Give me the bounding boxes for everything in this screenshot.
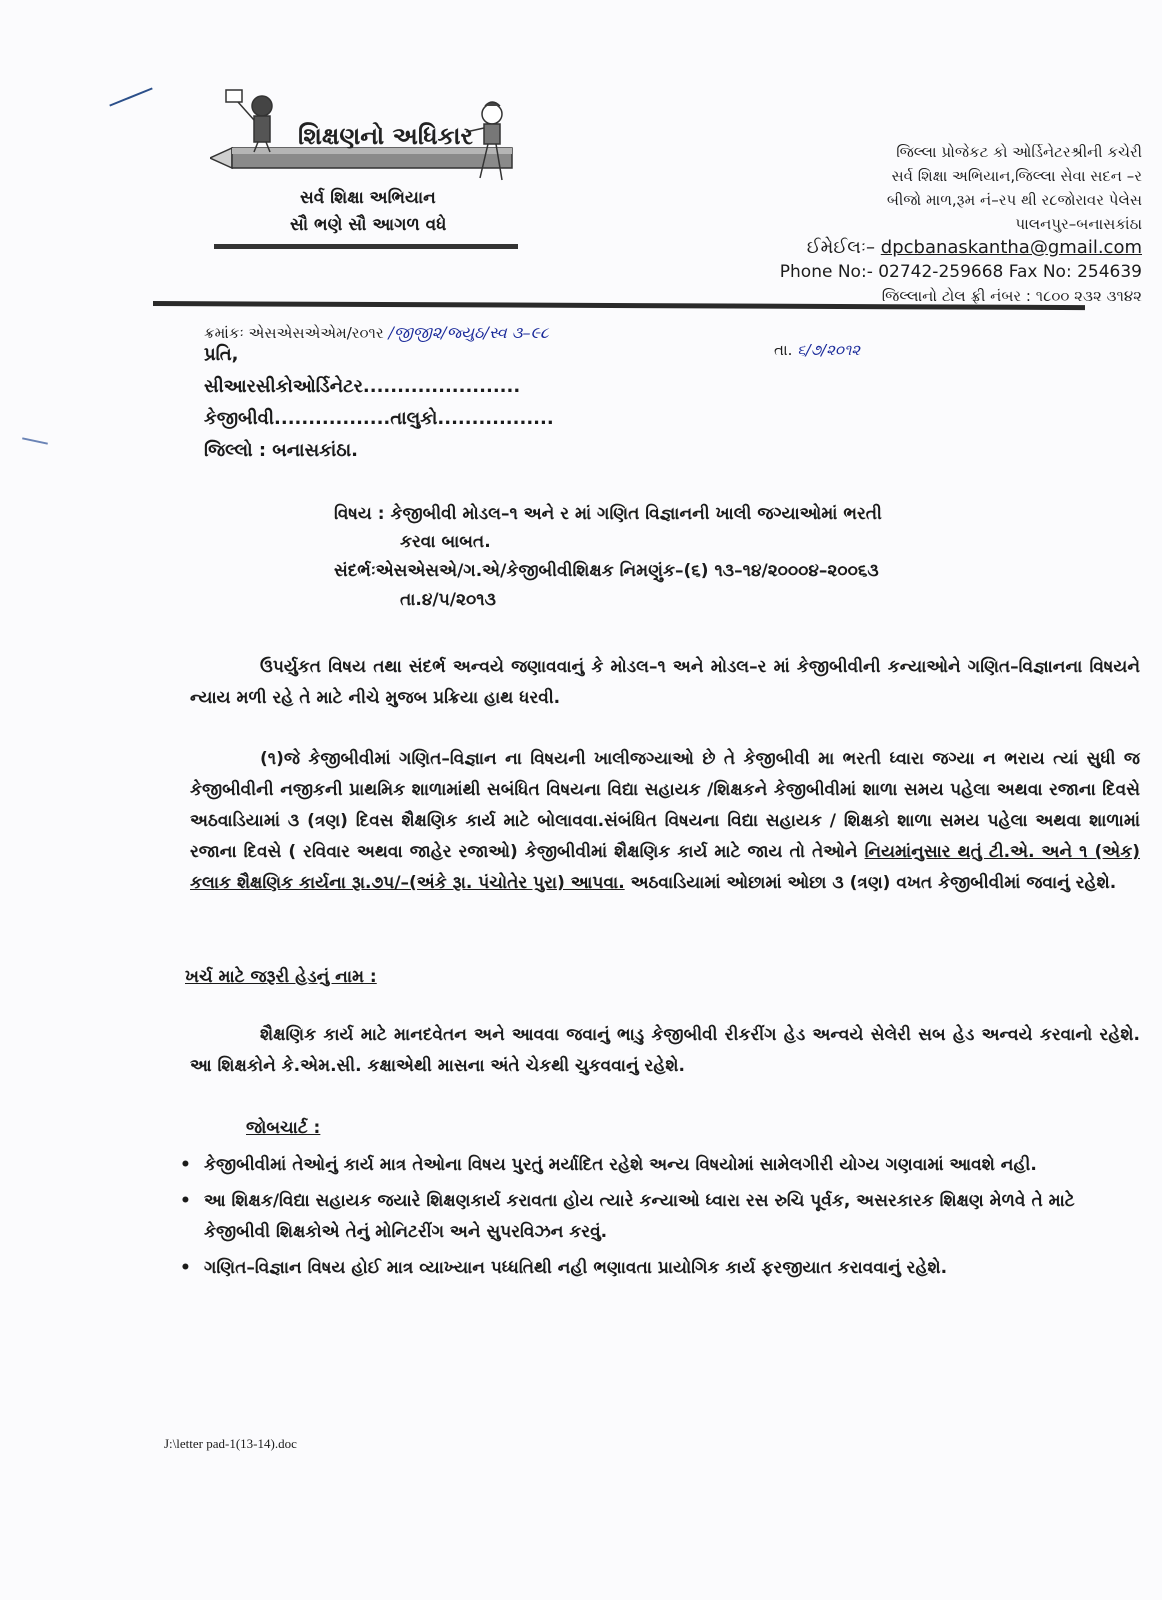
- reference-number: [204, 323, 549, 343]
- email-label: ઈમેઈલઃ–: [806, 237, 876, 258]
- office-address: [722, 140, 1142, 308]
- jobchart-heading: જોબચાર્ટ :: [246, 1118, 321, 1138]
- reference-handwritten: /જીજી૨/જ્યુઠ/સ્વ ૩–૯૮: [388, 323, 549, 342]
- logo-subtitle: સર્વ શિક્ષા અભિયાન: [300, 188, 436, 208]
- office-address-line: પાલનપુર–બનાસકાંઠા: [1015, 215, 1142, 233]
- date-handwritten: ૬/૭/૨૦૧૨: [797, 341, 861, 359]
- office-address-line: બીજો માળ,રૂમ નં–રપ થી ર૮જોરાવર પેલેસ: [886, 191, 1142, 209]
- point-one-underlined: નિયમાંનુસાર થતું ટી.એ. અને ૧ (એક) કલાક શૈક્ષણિક કાર્યના રૂા.૭પ/–(અંકે રૂા. પંચોતેર પુરા) આપવા.: [190, 842, 1140, 893]
- file-path-footer: J:\letter pad-1(13-14).doc: [164, 1436, 297, 1451]
- addressee-line: સીઆરસીકોઓર્ડિનેટર.......................: [204, 376, 521, 397]
- stray-pen-mark: [109, 87, 152, 106]
- intro-paragraph: [190, 652, 1140, 714]
- expense-heading: ખર્ચ માટે જરૂરી હેડનું નામ :: [185, 967, 377, 987]
- phone-fax: Phone No:- 02742-259668 Fax No: 254639: [779, 262, 1142, 282]
- toll-free-number: જિલ્લાનો ટોલ ફ્રી નંબર : ૧૮૦૦ ૨૩૨ ૩૧૪૨: [881, 287, 1142, 305]
- addressee-district: જિલ્લો : બનાસકાંઠા.: [204, 440, 358, 461]
- list-item: • કેજીબીવીમાં તેઓનું કાર્ય માત્ર તેઓના વિષય પુરતું મર્યાદિત રહેશે અન્ય વિષયોમાં સામેલગીરી યોગ્ય ગણવામાં આવશે નહી.: [180, 1150, 1130, 1181]
- intro-text: ઉપર્યુકત વિષય તથા સંદર્ભ અન્વયે જણાવવાનું કે મોડલ–૧ અને મોડલ–ર માં કેજીબીવીની કન્યાઓને ગણિત–વિજ્ઞાનના વિષયને ન્યાય મળી રહે તે માટે નીચે મુજબ પ્રક્રિયા હાથ ધરવી.: [190, 657, 1140, 708]
- date-label: તા.: [774, 341, 793, 359]
- office-address-line: સર્વ શિક્ષા અભિયાન,જિલ્લા સેવા સદન –ર: [891, 167, 1142, 185]
- letter-date: [774, 341, 860, 359]
- list-item: • ગણિત–વિજ્ઞાન વિષય હોઈ માત્ર વ્યાખ્યાન પધ્ધતિથી નહી ભણાવતા પ્રાયોગિક કાર્ય ફરજીયાત કરાવવાનું રહેશે.: [180, 1253, 1130, 1284]
- reference-printed: ક્રમાંકઃ એસએસએએમ/ર૦૧ર: [204, 324, 384, 342]
- point-one-paragraph: [190, 744, 1140, 899]
- reference-date: તા.૪/૫/૨૦૧૩: [400, 590, 496, 610]
- pencil-icon: [210, 148, 512, 168]
- bullet-icon: •: [180, 1191, 191, 1211]
- email-line: [722, 236, 1142, 260]
- logo-title: શિક્ષણનો અધિકાર: [298, 122, 473, 150]
- logo-slogan: સૌ ભણે સૌ આગળ વધે: [290, 215, 447, 235]
- point-one-closing: અઠવાડિયામાં ઓછામાં ઓછા ૩ (ત્રણ) વખત કેજીબીવીમાં જવાનું રહેશે.: [630, 873, 1117, 893]
- bullet-icon: •: [180, 1258, 191, 1278]
- office-address-line: જિલ્લા પ્રોજેકટ કો ઓર્ડિનેટરશ્રીની કચેરી: [896, 143, 1142, 161]
- girl-figure-icon: [226, 90, 272, 152]
- addressee-line: કેજીબીવી.................તાલુકો.................: [204, 408, 554, 429]
- stray-pen-mark: [22, 437, 48, 444]
- bullet-icon: •: [180, 1155, 191, 1175]
- expense-paragraph: [190, 1020, 1140, 1082]
- point-one-text: (૧)જે કેજીબીવીમાં ગણિત–વિજ્ઞાન ના વિષયની ખાલીજગ્યાઓ છે તે કેજીબીવી મા ભરતી ધ્વારા જગ્યા ન ભરાય ત્યાં સુધી જ કેજીબીવીની નજીકની પ્રાથમિક શાળામાંથી સબંધિત વિષયના વિદ્યા સહાયક /શિક્ષકને કેજીબીવીમાં શાળા સમય પહેલા અથવા રજાના દિવસે અઠવાડિયામાં ૩ (ત્રણ) દિવસ શૈક્ષણિક કાર્ય માટે બોલાવવા.સંબંધિત વિષયના વિદ્યા સહાયક / શિક્ષકો શાળા સમય પહેલા અથવા શાળામાં રજાના દિવસે ( રવિવાર અથવા જાહેર રજાઓ) કેજીબીવીમાં શૈક્ષણિક કાર્ય માટે જાય તો તેઓને: [190, 749, 1140, 862]
- subject-line: વિષય : કેજીબીવી મોડલ–૧ અને ર માં ગણિત વિજ્ઞાનની ખાલી જગ્યાઓમાં ભરતી: [334, 504, 882, 524]
- logo-divider: [214, 244, 518, 249]
- email-address[interactable]: dpcbanaskantha@gmail.com: [880, 237, 1142, 258]
- addressee-to: પ્રતિ,: [204, 344, 239, 365]
- expense-text: શૈક્ષણિક કાર્ય માટે માનદવેતન અને આવવા જવાનું ભાડુ કેજીબીવી રીકરીંગ હેડ અન્વયે સેલેરી સબ હેડ અન્વયે કરવાનો રહેશે. આ શિક્ષકોને કે.એમ.સી. કક્ષાએથી માસના અંતે ચેકથી ચુકવવાનું રહેશે.: [190, 1025, 1140, 1076]
- reference-line: સંદર્ભઃએસએસએ/ગ.એ/કેજીબીવીશિક્ષક નિમણુંક–(૬) ૧૩–૧૪/૨૦૦૦૪–૨૦૦૬૩: [334, 561, 879, 581]
- jobchart-list: [180, 1150, 1130, 1289]
- subject-line-continued: કરવા બાબત.: [400, 532, 491, 552]
- list-item: • આ શિક્ષક/વિદ્યા સહાયક જયારે શિક્ષણકાર્ય કરાવતા હોય ત્યારે કન્યાઓ ધ્વારા રસ રુચિ પૂર્વક, અસરકારક શિક્ષણ મેળવે તે માટે કેજીબીવી શિક્ષકોએ તેનું મોનિટરીંગ અને સુપરવિઝન કરવું.: [180, 1186, 1130, 1248]
